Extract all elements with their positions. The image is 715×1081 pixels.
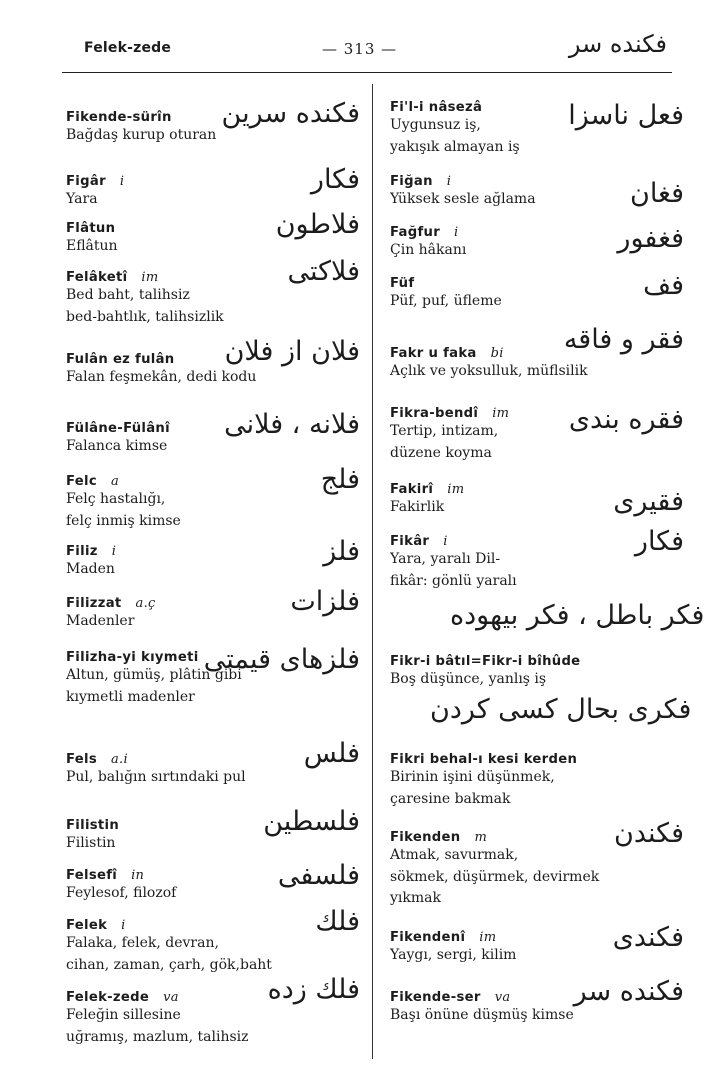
entry-headword: Fi'l-i nâsezâ <box>390 100 483 115</box>
dictionary-entry <box>66 209 362 258</box>
dictionary-entry <box>390 270 686 313</box>
entry-headword: Fikra-bendî <box>390 406 479 421</box>
arabic-script-headword: فلك <box>315 906 360 937</box>
part-of-speech: im <box>492 406 510 421</box>
definition-line: kıymetli madenler <box>66 688 195 705</box>
arabic-script-headword: فلج <box>320 464 360 495</box>
definition-line: Boş düşünce, yanlış iş <box>390 671 547 687</box>
part-of-speech: i <box>454 225 459 240</box>
dictionary-entry <box>390 174 686 211</box>
arabic-script-headword: فغفور <box>617 223 684 254</box>
definition-line: Birinin işini düşünmek, <box>390 769 555 785</box>
entry-headword: Fülâne-Fülânî <box>66 421 170 436</box>
dictionary-entry <box>66 164 362 211</box>
dictionary-entry <box>66 409 362 458</box>
arabic-script-headword: فكرى بحال كسى كردن <box>430 694 692 725</box>
arabic-script-headword: فكار <box>634 526 684 557</box>
entry-headword: Fakirî <box>390 482 434 497</box>
definition-line: yıkmak <box>390 890 441 906</box>
definition-line: Uygunsuz iş, <box>390 117 481 133</box>
definition-line: Püf, puf, üfleme <box>390 293 502 309</box>
entry-definition <box>66 933 362 976</box>
dictionary-entry <box>66 98 362 147</box>
arabic-script-headword: فكنده سرين <box>221 98 360 129</box>
definition-line: Falaka, felek, devran, <box>66 935 219 951</box>
dictionary-entry <box>390 694 692 810</box>
entry-definition <box>390 1005 686 1027</box>
entry-headword: Fakr u faka <box>390 346 477 361</box>
entry-headword: Fikr-i bâtıl=Fikr-i bîhûde <box>390 654 581 669</box>
dictionary-entry <box>390 225 686 262</box>
definition-line: çaresine bakmak <box>390 790 511 807</box>
dictionary-entry <box>66 906 362 976</box>
definition-line: uğramış, mazlum, talihsiz <box>66 1028 249 1045</box>
dictionary-entry <box>66 974 362 1048</box>
entry-definition <box>66 489 362 532</box>
dictionary-entry <box>390 600 705 691</box>
entry-definition <box>390 767 686 810</box>
dictionary-entry <box>390 922 686 967</box>
entry-headword: Figâr <box>66 174 106 189</box>
entry-headword: Felc <box>66 474 97 489</box>
entry-headword: Flâtun <box>66 221 116 236</box>
dictionary-entry <box>66 586 362 633</box>
part-of-speech: a <box>110 474 120 489</box>
entry-definition <box>390 669 686 691</box>
arabic-script-headword: فعل ناسزا <box>568 100 684 131</box>
definition-line: Yüksek sesle ağlama <box>390 191 536 207</box>
part-of-speech: a.i <box>111 752 128 767</box>
part-of-speech: a.ç <box>135 596 156 611</box>
arabic-script-headword: فكندى <box>612 922 684 953</box>
arabic-script-headword: فلسفى <box>277 860 360 891</box>
definition-line: Pul, balığın sırtındaki pul <box>66 769 246 785</box>
arabic-script-headword: فلس <box>303 738 360 769</box>
column-divider <box>372 84 373 1059</box>
definition-line: Çin hâkanı <box>390 242 467 258</box>
dictionary-entry <box>66 806 362 855</box>
part-of-speech: im <box>447 482 465 497</box>
entry-headword: Fikri behal-ı kesi kerden <box>390 752 578 767</box>
part-of-speech: va <box>494 990 511 1005</box>
arabic-script-headword: فلاكتى <box>287 256 360 287</box>
definition-line: Bağdaş kurup oturan <box>66 127 217 143</box>
part-of-speech: in <box>131 868 145 883</box>
entry-headword: Fikende-ser <box>390 990 481 1005</box>
definition-line: düzene koyma <box>390 444 492 461</box>
definition-line: Altun, gümüş, plâtin gibi <box>66 667 242 683</box>
arabic-script-headword: فلك زده <box>267 974 360 1005</box>
dictionary-entry <box>390 324 686 383</box>
definition-line: Eflâtun <box>66 238 118 254</box>
definition-line: Felç hastalığı, <box>66 491 166 507</box>
dictionary-entry <box>66 256 362 328</box>
definition-line: Feylesof, filozof <box>66 885 177 901</box>
definition-line: Madenler <box>66 613 135 629</box>
entry-headword: Filiz <box>66 544 98 559</box>
entry-headword: Fikenden <box>390 830 461 845</box>
entry-term <box>390 654 686 669</box>
arabic-script-headword: فف <box>643 270 684 301</box>
part-of-speech: im <box>141 270 159 285</box>
entry-definition <box>66 1005 362 1048</box>
dictionary-entry <box>390 976 686 1027</box>
definition-line: Maden <box>66 561 115 577</box>
arabic-script-headword: فلزات <box>290 586 360 617</box>
entry-headword: Fulân ez fulân <box>66 352 175 367</box>
arabic-script-headword: فلسطين <box>263 806 360 837</box>
entry-definition <box>390 845 686 910</box>
entry-term <box>390 276 686 291</box>
entry-definition <box>66 559 362 581</box>
entry-definition <box>66 285 362 328</box>
definition-line: felç inmiş kimse <box>66 512 181 529</box>
header-arabic-word: فكنده سر <box>568 30 667 58</box>
dictionary-entry <box>390 100 686 158</box>
arabic-script-headword: فلزهاى قيمتى <box>203 644 360 675</box>
arabic-script-headword: فغان <box>630 178 684 209</box>
page-number: — 313 — <box>322 40 398 58</box>
entry-definition <box>390 361 686 383</box>
entry-headword: Fağfur <box>390 225 441 240</box>
part-of-speech: bi <box>490 346 504 361</box>
definition-line: Tertip, intizam, <box>390 423 499 439</box>
arabic-script-headword: فكر باطل ، فكر بيهوده <box>450 600 705 631</box>
definition-line: Falan feşmekân, dedi kodu <box>66 369 257 385</box>
arabic-script-headword: فقر و فاقه <box>563 324 684 355</box>
definition-line: Yaygı, sergi, kilim <box>390 947 517 963</box>
header-rule <box>62 72 672 73</box>
dictionary-entry <box>66 738 362 789</box>
part-of-speech: im <box>479 930 497 945</box>
arabic-script-headword: فلاطون <box>275 209 360 240</box>
part-of-speech: i <box>121 918 126 933</box>
entry-term <box>390 752 686 767</box>
part-of-speech: va <box>163 990 179 1005</box>
definition-line: bed-bahtlık, talihsizlik <box>66 308 224 325</box>
entry-definition <box>66 367 362 389</box>
definition-line: yakışık almayan iş <box>390 138 520 155</box>
definition-line: Açlık ve yoksulluk, müflsilik <box>390 363 588 379</box>
entry-definition <box>390 291 686 313</box>
entry-headword: Fikende-sürîn <box>66 110 172 125</box>
part-of-speech: i <box>111 544 117 559</box>
definition-line: Filistin <box>66 835 116 851</box>
arabic-script-headword: فكنده سر <box>573 976 684 1007</box>
definition-line: Yara, yaralı Dil- <box>390 551 501 567</box>
arabic-script-headword: فلز <box>323 536 360 567</box>
dictionary-entry <box>66 644 362 708</box>
part-of-speech: i <box>443 534 448 549</box>
dictionary-entry <box>66 536 362 581</box>
arabic-script-headword: فقره بندى <box>568 404 684 435</box>
dictionary-entry <box>390 818 686 910</box>
entry-headword: Filizzat <box>66 596 122 611</box>
entry-term <box>66 474 362 489</box>
part-of-speech: i <box>446 174 452 189</box>
definition-line: sökmek, düşürmek, devirmek <box>390 868 600 885</box>
dictionary-entry <box>66 464 362 532</box>
entry-headword: Fikâr <box>390 534 430 549</box>
part-of-speech: m <box>474 830 488 845</box>
definition-line: Feleğin sillesine <box>66 1007 181 1023</box>
dictionary-entry <box>390 406 686 464</box>
definition-line: Falanca kimse <box>66 438 168 454</box>
entry-headword: Felek <box>66 918 108 933</box>
entry-headword: Felâketî <box>66 270 128 285</box>
definition-line: cihan, zaman, çarh, gök,baht <box>66 956 272 973</box>
arabic-script-headword: فلانه ، فلانى <box>224 409 360 440</box>
dictionary-entry <box>390 526 686 592</box>
entry-headword: Füf <box>390 276 415 291</box>
part-of-speech: i <box>119 174 125 189</box>
dictionary-entry <box>66 336 362 389</box>
entry-headword: Fels <box>66 752 97 767</box>
definition-line: fikâr: gönlü yaralı <box>390 572 517 589</box>
entry-definition <box>66 767 362 789</box>
definition-line: Başı önüne düşmüş kimse <box>390 1007 574 1023</box>
arabic-script-headword: فقيرى <box>613 486 684 517</box>
definition-line: Yara <box>66 191 98 207</box>
definition-line: Fakirlik <box>390 499 445 515</box>
header-guide-word: Felek-zede <box>84 40 172 56</box>
definition-line: Bed baht, talihsiz <box>66 287 190 303</box>
entry-headword: Felsefî <box>66 868 118 883</box>
arabic-script-headword: فلان از فلان <box>224 336 360 367</box>
entry-headword: Felek-zede <box>66 990 150 1005</box>
dictionary-entry <box>390 482 686 519</box>
entry-headword: Filistin <box>66 818 120 833</box>
dictionary-entry <box>66 860 362 905</box>
arabic-script-headword: فكندن <box>614 818 684 849</box>
entry-term <box>66 544 362 559</box>
entry-headword: Fikendenî <box>390 930 466 945</box>
entry-headword: Filizha-yi kıymeti <box>66 650 199 665</box>
definition-line: Atmak, savurmak, <box>390 847 519 863</box>
arabic-script-headword: فكار <box>310 164 360 195</box>
entry-headword: Fiğan <box>390 174 433 189</box>
